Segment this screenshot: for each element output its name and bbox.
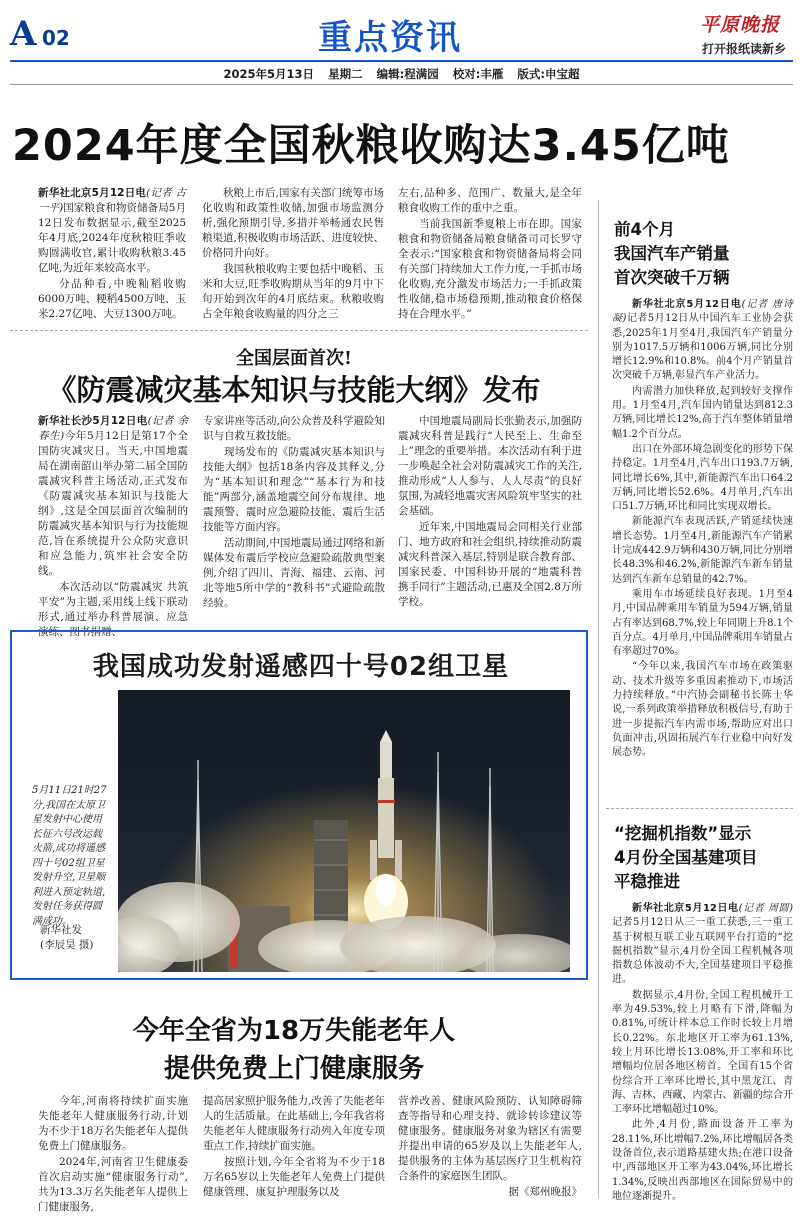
photo-caption: 5月11日21时27分,我国在太原卫星发射中心使用长征六号改运载火箭,成功将遥感四十号02组卫星发射升空,卫星顺利进入预定轨道,发射任务获得圆满成功。 [32,785,107,927]
headline-elderly-health [0,1012,588,1088]
paragraph: 分品种看,中晚籼稻收购6000万吨、粳稻4500万吨、玉米2.27亿吨、大豆1300万吨。 [38,278,186,320]
story4-column-2 [203,1094,385,1201]
paragraph: 本次活动以“防震减灾 共筑平安”为主题,采用线上线下联动形式,通过举办科普展演、应急演练、图书捐赠、 [38,581,188,638]
date-rule [10,84,793,85]
headline-excavator-index [614,822,757,894]
story4-column-3 [398,1094,582,1201]
paragraph: 按照计划,今年全省将为不少于18万名65岁以上失能老年人免费上门提供健康管理、康复护理服务以及 [203,1156,385,1198]
page-letter: A [10,14,37,54]
headline-line: “挖掘机指数”显示 [614,824,752,843]
paragraph: 中国地震局副局长张勤表示,加强防震减灾科普是践行“人民至上、生命至上”理念的重要举措。本次活动有利于进一步唤起全社会对防震减灾工作的关注,推动形成“人人参与、人人尽责”的良好氛围,为减轻地震灾害风险筑牢坚实的社会基础。 [398,415,582,517]
dateline: 新华社北京5月12日电 [38,187,147,199]
story1-column-2 [202,186,384,323]
paragraph: 新能源汽车表现活跃,产销延续快速增长态势。1月至4月,新能源汽车产销累计完成442.9万辆和430万辆,同比分别增长48.3%和46.2%,新能源汽车新车销量达到汽车新车总销量的42.7%。 [612,516,793,585]
satellite-photo-box [10,630,588,980]
headline-autumn-grain: 2024年度全国秋粮收购达3.45亿吨 [12,121,730,171]
paragraph: 今年5月12日是第17个全国防灾减灾日。当天,中国地震局在湖南韶山举办第二届全国防震减灾科普主场活动,正式发布《防震减灾基本知识与技能大纲》,这是全国层面首次编制的防震减灾基本知识与行为技能规范,旨在系统提升公众防灾意识和应急能力,筑牢社会安全防线。 [38,430,188,577]
byline: (记者 周圆) [738,903,794,914]
paragraph: 此外,4月份,路面设备开工率为28.11%,环比增幅7.2%,环比增幅居各类设备首位,表示道路基建火热;在港口设备中,西部地区开工率为43.04%,环比增长1.34%,反映出西部地区在国际贸易中的地位逐渐提升。 [612,1119,793,1202]
byline: (记者 古一平) [38,187,187,214]
story1-column-3 [398,186,582,323]
paragraph: 营养改善、健康风险预防、认知障碍筛查等指导和心理支持、就诊转诊建议等健康服务。健康服务对象为辖区有需要并提出申请的65岁及以上失能老年人,提供服务的主体为基层医疗卫生机构符合条件的家庭医生团队。 [398,1095,582,1182]
paragraph: 现场发布的《防震减灾基本知识与技能大纲》包括18条内容及其释义,分为“基本知识和理念”“基本行为和技能”两部分,涵盖地震空间分布规律、地震预警、震时应急避险技能、震后生活技能等方面内容。 [203,446,385,533]
dateline: 新华社北京5月12日电 [632,903,739,914]
kicker-quake: 全国层面首次! [236,348,352,369]
headline-quake-guide: 《防震减灾基本知识与技能大纲》发布 [47,373,541,407]
paragraph: 内需潜力加快释放,起到较好支撑作用。1月至4月,汽车国内销量达到812.3万辆,同比增长12%,高于汽车整体销量增幅1.2个百分点。 [612,385,793,440]
story5-body [612,298,793,762]
section-divider [10,330,588,331]
dateline: 新华社北京5月12日电 [632,299,742,310]
headline-line: 提供免费上门健康服务 [163,1054,424,1084]
masthead-rule [10,60,793,62]
issue-date: 2025年5月13日 [223,67,315,81]
story2-column-3 [398,414,582,611]
paragraph: 记者5月12日从三一重工获悉,三一重工基于树根互联工业互联网平台打造的“挖掘机指数”显示,4月份全国工程机械各项指数总体波动不大,全国基建项目平稳推进。 [612,917,793,986]
date-line [0,66,803,82]
column-rule [598,200,599,1198]
section-divider [606,808,793,809]
headline-line: 平稳推进 [614,872,680,891]
paragraph: 左右,品种多、范围广、数量大,是全年粮食收购工作的重中之重。 [398,187,582,214]
section-title: 重点资讯 [318,18,462,58]
byline: (记者 余春生) [38,415,188,442]
weekday: 星期二 [328,67,363,81]
story1-column-1 [38,186,186,323]
story2-column-1 [38,414,188,641]
rocket-launch-photo [118,690,570,972]
headline-line: 前4个月 [614,220,675,239]
slogan: 打开报纸读新乡 [702,42,787,56]
page-number: 02 [42,26,70,50]
paragraph: 专家讲座等活动,向公众普及科学避险知识与自救互救技能。 [203,415,385,442]
headline-line: 首次突破千万辆 [614,268,730,287]
proofreader: 校对:丰雁 [452,67,504,81]
paragraph: 乘用车市场延续良好表现。1月至4月,中国品牌乘用车销量为594万辆,销量占有率达到68.7%,较上年同期上升8.1个百分点。4月单月,中国品牌乘用车销量占有率超过70%。 [612,588,793,658]
source-credit: 据《郑州晚报》 [508,1186,582,1198]
designer: 版式:申宝超 [517,67,580,81]
story4-column-1 [38,1094,188,1216]
paragraph: 秋粮上市后,国家有关部门统筹市场化收购和政策性收储,加强市场监测分析,强化预期引导,多措并举畅通农民售粮渠道,积极收购市场活跃、进度较快、价格同升向好。 [202,187,384,259]
paragraph: 今年,河南将持续扩面实施失能老年人健康服务行动,计划为不少于18万名失能老年人提供免费上门健康服务。 [38,1095,188,1152]
photo-credit-agency: 新华社发 [40,924,82,936]
paragraph: 提高居家照护服务能力,改善了失能老年人的生活质量。在此基础上,今年我省将失能老年人健康服务行动列入年度专项重点工作,持续扩面实施。 [203,1095,385,1152]
headline-line: 我国汽车产销量 [614,244,730,263]
photo-credit-photographer: (李辰昊 摄) [40,939,94,951]
paragraph: “今年以来,我国汽车市场在政策驱动、技术升级等多重因素推动下,市场活力持续释放。”中汽协会副秘书长陈士华说,一系列政策举措释放积极信号,有助于进一步提振汽车内需市场,帮助应对出口负面冲击,巩固拓展汽车行业稳中向好发展态势。 [612,661,793,759]
headline-satellite: 我国成功发射遥感四十号02组卫星 [92,652,510,682]
paragraph: 当前我国新季夏粮上市在即。国家粮食和物资储备局粮食储备司司长罗守全表示:“国家粮食和物资储备局将会同有关部门持续加大工作力度,一手抓市场化收购,充分激发市场活力;一手抓政策性收储,稳市场稳预期,推动粮食价格保持在合理水平。” [398,218,582,320]
paragraph: 记者5月12日从中国汽车工业协会获悉,2025年1月至4月,我国汽车产销量分别为1017.5万辆和1006万辆,同比分别增长12.9%和10.8%。前4个月产销量首次突破千万辆,彰显汽车产业活力。 [612,313,793,382]
editor: 编辑:程满园 [376,67,439,81]
headline-line: 4月份全国基建项目 [614,848,758,867]
byline: (记者 唐诗凝) [612,299,793,325]
paragraph: 活动期间,中国地震局通过网络和新媒体发布震后学校应急避险疏散典型案例,介绍了四川、青海、福建、云南、河北等地5所中学的“教科书”式避险疏散经验。 [203,537,385,609]
paragraph: 2024年,河南省卫生健康委首次启动实施“健康服务行动”,共为13.3万名失能老年人提供上门健康服务, [38,1156,188,1213]
story2-column-2 [203,414,385,612]
headline-line: 今年全省为18万失能老年人 [132,1016,456,1046]
headline-auto-sales [614,218,730,290]
paragraph: 数据显示,4月份,全国工程机械开工率为49.53%,较上月略有下滑,降幅为0.81%,可统计样本总工作时长较上月增长0.22%。东北地区开工率为61.13%,较上月环比增长13.08%,开工率和环比增幅均位居各地区榜首。全国有15个省份综合开工率环比增长,其中黑龙江、青海、吉林、西藏、内蒙古、新疆的综合开工率环比增幅超过10%。 [612,989,793,1116]
story6-body [612,902,793,1205]
paragraph: 国家粮食和物资储备局5月12日发布数据显示,截至2025年4月底,2024年度秋粮旺季收购圆满收官,累计收购秋粮3.45亿吨,为近年来较高水平。 [38,202,186,274]
paragraph: 出口在外部环境急剧变化的形势下保持稳定。1月至4月,汽车出口193.7万辆,同比增长6%,其中,新能源汽车出口64.2万辆,同比增长52.6%。4月单月,汽车出口51.7万辆,环比和同比实现双增长。 [612,443,793,513]
newspaper-logo: 平原晚报 [700,14,781,36]
paragraph: 我国秋粮收购主要包括中晚稻、玉米和大豆,旺季收购期从当年的9月中下旬开始到次年的4月底结束。秋粮收购占全年粮食收购量的四分之三 [202,263,384,320]
paragraph: 近年来,中国地震局会同相关行业部门、地方政府和社会组织,持续推动防震减灾科普深入基层,特别是联合教育部、国家民委、中国科协开展的“地震科普 携手同行”主题活动,已惠及全国2.8万所学校。 [398,521,582,608]
dateline: 新华社长沙5月12日电 [38,415,148,427]
